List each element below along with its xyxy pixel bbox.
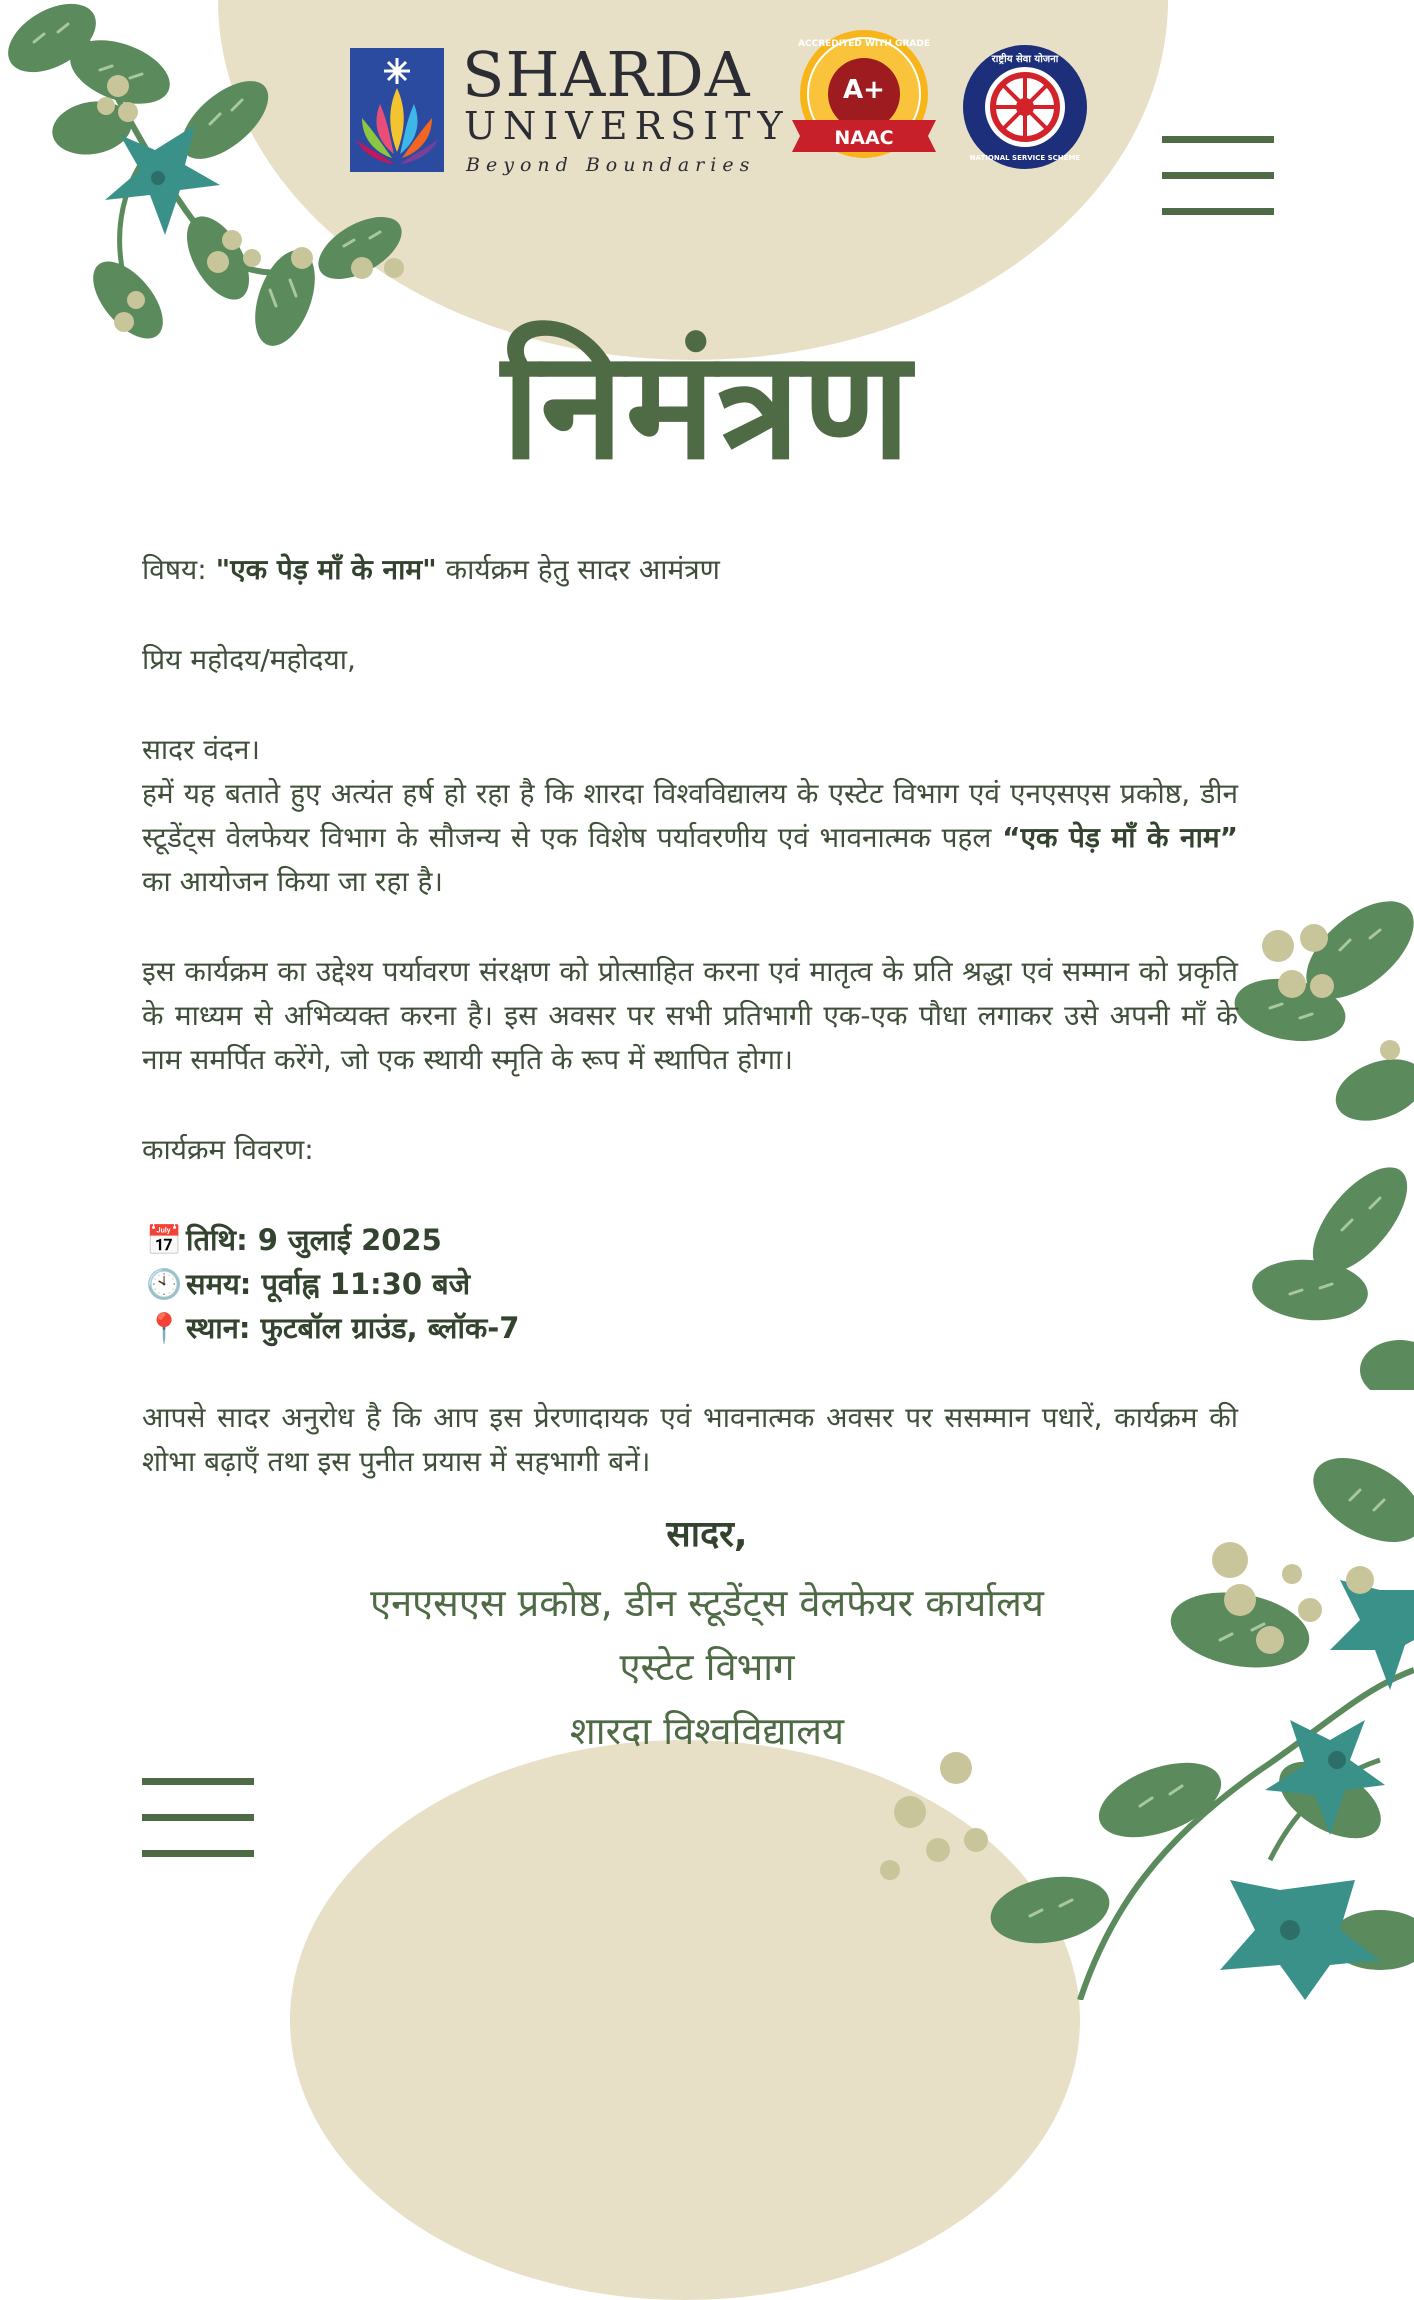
naac-grade: A+	[843, 75, 885, 105]
university-name: SHARDA	[462, 38, 751, 111]
details-heading: कार्यक्रम विवरण:	[142, 1133, 314, 1166]
menu-lines-bottom-left	[142, 1778, 254, 1858]
signature-line-1: एनएसएस प्रकोष्ठ, डीन स्टूडेंट्स वेलफेयर कार्यालय	[370, 1581, 1044, 1625]
sharda-emblem-icon	[350, 48, 444, 172]
sharda-university-logo	[350, 38, 790, 184]
naac-top-text: ACCREDITED WITH GRADE	[798, 39, 930, 49]
pin-icon: 📍	[146, 1311, 183, 1345]
detail-date-text: तिथि: 9 जुलाई 2025	[186, 1223, 442, 1257]
signature-closing: सादर,	[666, 1514, 748, 1555]
subject-suffix: कार्यक्रम हेतु सादर आमंत्रण	[436, 553, 720, 586]
university-tagline: Beyond Boundaries	[466, 154, 756, 176]
naac-badge-icon	[784, 24, 944, 174]
nss-hindi-text: राष्ट्रीय सेवा योजना	[991, 54, 1059, 65]
purpose-paragraph: इस कार्यक्रम का उद्देश्य पर्यावरण संरक्षण को प्रोत्साहित करना एवं मातृत्व के प्रति श्रद्धा एवं सम्मान को प्रकृति के माध्यम से अभिव्यक्त करना है। इस अवसर पर सभी प्रतिभागी एक-एक पौधा लगाकर उसे अपनी माँ के नाम समर्पित करेंगे, जो एक स्थायी स्मृति के रूप में स्थापित होगा।	[142, 955, 1238, 1076]
signature-line-3: शारदा विश्वविद्यालय	[569, 1709, 845, 1753]
detail-time-text: समय: पूर्वाह्न 11:30 बजे	[186, 1267, 471, 1301]
intro-suffix: का आयोजन किया जा रहा है।	[142, 865, 444, 898]
university-subtitle: UNIVERSITY	[464, 104, 790, 148]
detail-venue-text: स्थान: फुटबॉल ग्राउंड, ब्लॉक-7	[186, 1311, 520, 1345]
intro-text: हमें यह बताते हुए अत्यंत हर्ष हो रहा है कि शारदा विश्वविद्यालय के एस्टेट विभाग एवं एनएसएस प्रकोष्ठ, डीन स्टूडेंट्स वेलफेयर विभाग के सौजन्य से एक विशेष पर्यावरणीय एवं भावनात्मक पहल	[142, 777, 1238, 854]
calendar-icon: 📅	[146, 1223, 183, 1257]
subject-line	[142, 548, 1238, 592]
detail-time	[146, 1262, 470, 1306]
foliage-right-decoration	[1230, 890, 1414, 1390]
detail-venue	[146, 1306, 519, 1350]
salutation: प्रिय महोदय/महोदया,	[142, 643, 356, 676]
intro-paragraph	[142, 772, 1238, 904]
subject-prefix: विषय:	[142, 553, 216, 586]
menu-lines-top-right	[1162, 136, 1274, 216]
intro-event-name: “एक पेड़ माँ के नाम”	[1002, 821, 1238, 854]
greeting: सादर वंदन।	[142, 733, 260, 766]
detail-date	[146, 1218, 442, 1262]
clock-icon: 🕙	[146, 1267, 183, 1301]
subject-event-name: "एक पेड़ माँ के नाम"	[215, 553, 437, 586]
naac-label: NAAC	[834, 127, 894, 149]
request-paragraph: आपसे सादर अनुरोध है कि आप इस प्रेरणादायक एवं भावनात्मक अवसर पर ससम्मान पधारें, कार्यक्रम की शोभा बढ़ाएँ तथा इस पुनीत प्रयास में सहभागी बनें।	[142, 1401, 1238, 1478]
invitation-title: निमंत्रण	[501, 319, 913, 493]
signature-line-2: एस्टेट विभाग	[619, 1645, 795, 1689]
nss-english-text: NATIONAL SERVICE SCHEME	[969, 154, 1081, 162]
nss-logo-icon	[962, 44, 1088, 170]
